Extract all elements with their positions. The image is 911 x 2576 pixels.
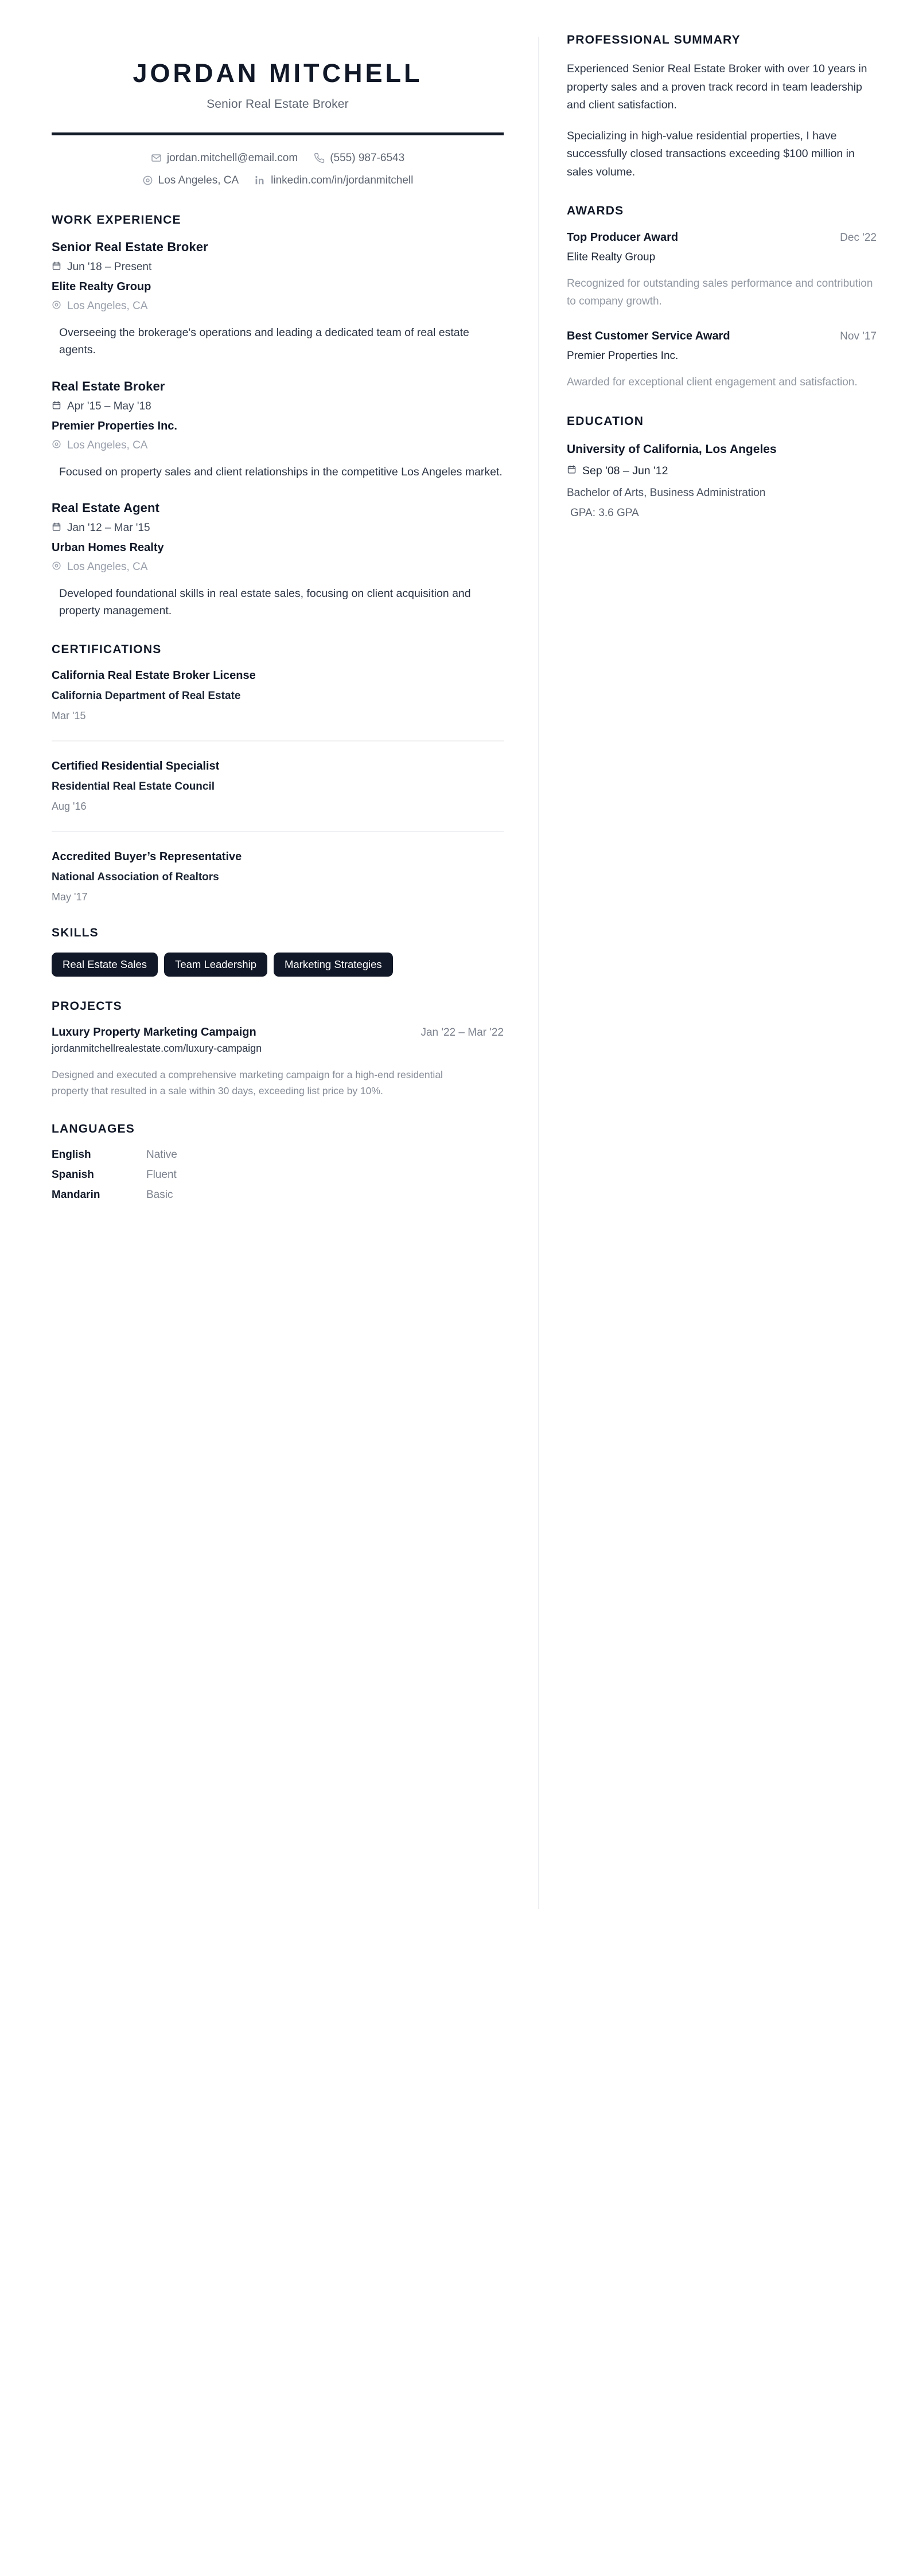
education-gpa-label: GPA:: [570, 507, 595, 520]
section-skills: [52, 926, 504, 977]
education-dates-row: [567, 465, 877, 478]
project-dates: Jan '22 – Mar '22: [421, 1027, 504, 1039]
contact-location: [142, 174, 239, 187]
contact-block: [52, 152, 504, 187]
language-item: [52, 1169, 504, 1181]
award-date: Dec '22: [840, 232, 877, 244]
section-professional-summary: [567, 33, 877, 181]
certifications-list: [52, 669, 504, 903]
job-dates: Jan '12 – Mar '15: [67, 522, 150, 534]
certification-date: Mar '15: [52, 709, 86, 721]
award-name: Best Customer Service Award: [567, 330, 730, 343]
work-experience-list: [52, 240, 504, 620]
work-experience-item: [52, 501, 504, 620]
education-item: [567, 442, 877, 520]
project-description: Designed and executed a comprehensive marketing campaign for a high-end residential property that resulted in a sale within 30 days, exceeding list price by 10%.: [52, 1069, 443, 1097]
contact-linkedin-text: linkedin.com/in/jordanmitchell: [271, 174, 414, 186]
job-dates-row: [52, 400, 504, 413]
contact-linkedin[interactable]: [255, 174, 413, 187]
linkedin-icon: [255, 175, 266, 186]
award-item: [567, 231, 877, 310]
section-awards: [567, 204, 877, 391]
phone-icon: [314, 153, 325, 163]
certification-name: Accredited Buyer’s Representative: [52, 850, 242, 863]
header-divider-rule: [52, 132, 504, 135]
certification-item: [52, 760, 504, 832]
section-title-work-experience: WORK EXPERIENCE: [52, 213, 181, 227]
work-experience-item: [52, 379, 504, 481]
contact-email-text: jordan.mitchell@email.com: [166, 151, 298, 164]
map-pin-icon: [52, 300, 61, 313]
section-education: [567, 415, 877, 520]
certification-issuer: National Association of Realtors: [52, 871, 219, 883]
award-name: Top Producer Award: [567, 231, 679, 244]
job-company: Urban Homes Realty: [52, 541, 164, 554]
job-title: Senior Real Estate Broker: [52, 239, 208, 254]
certification-date: May '17: [52, 891, 88, 903]
section-languages: [52, 1122, 504, 1201]
certification-issuer: California Department of Real Estate: [52, 689, 241, 702]
project-header: [52, 1026, 504, 1039]
language-item: [52, 1189, 504, 1201]
language-name: Mandarin: [52, 1188, 100, 1201]
languages-list: [52, 1149, 504, 1201]
language-item: [52, 1149, 504, 1161]
projects-list: [52, 1026, 504, 1099]
right-column: [539, 33, 911, 520]
job-location-row: [52, 300, 504, 313]
award-item: [567, 330, 877, 391]
language-name: Spanish: [52, 1168, 94, 1181]
job-location: Los Angeles, CA: [67, 300, 148, 313]
section-certifications: [52, 643, 504, 903]
job-location-row: [52, 561, 504, 574]
education-degree: Bachelor of Arts, Business Administration: [567, 487, 766, 499]
education-gpa: [567, 507, 877, 520]
summary-paragraph: Experienced Senior Real Estate Broker with over 10 years in property sales and a proven track record in team leadership and client satisfaction.: [567, 63, 867, 112]
section-title-awards: AWARDS: [567, 204, 624, 218]
award-description: Awarded for exceptional client engagement and satisfaction.: [567, 376, 858, 389]
job-title: Real Estate Broker: [52, 378, 165, 393]
job-title: Real Estate Agent: [52, 500, 159, 515]
calendar-icon: [52, 261, 61, 274]
award-header: [567, 330, 877, 343]
job-location: Los Angeles, CA: [67, 439, 148, 452]
resume-header: [52, 33, 504, 187]
education-gpa-value: 3.6 GPA: [598, 507, 639, 520]
job-description: Focused on property sales and client relationships in the competitive Los Angeles market.: [59, 465, 503, 478]
project-name: Luxury Property Marketing Campaign: [52, 1026, 256, 1039]
professional-summary-body: [567, 60, 877, 181]
section-projects: [52, 1000, 504, 1099]
award-header: [567, 231, 877, 244]
section-title-languages: LANGUAGES: [52, 1122, 135, 1135]
map-pin-icon: [142, 175, 153, 186]
envelope-icon: [151, 153, 162, 163]
contact-location-text: Los Angeles, CA: [158, 174, 239, 186]
skill-pill[interactable]: Team Leadership: [164, 953, 267, 977]
job-description: Overseeing the brokerage's operations and leading a dedicated team of real estate agents.: [59, 326, 469, 357]
calendar-icon: [52, 400, 61, 413]
language-level: Native: [146, 1148, 177, 1161]
award-date: Nov '17: [840, 330, 877, 343]
award-organization: Premier Properties Inc.: [567, 350, 679, 362]
calendar-icon: [567, 465, 577, 478]
section-title-certifications: CERTIFICATIONS: [52, 642, 162, 656]
award-organization: Elite Realty Group: [567, 251, 656, 264]
candidate-headline: Senior Real Estate Broker: [207, 97, 349, 111]
job-dates-row: [52, 522, 504, 535]
job-dates-row: [52, 261, 504, 274]
award-description: Recognized for outstanding sales performance and contribution to company growth.: [567, 278, 873, 307]
language-level: Fluent: [146, 1168, 177, 1181]
certification-issuer: Residential Real Estate Council: [52, 780, 215, 793]
job-location: Los Angeles, CA: [67, 561, 148, 573]
contact-phone-text: (555) 987-6543: [330, 151, 405, 164]
certification-date: Aug '16: [52, 800, 87, 812]
project-item: [52, 1026, 504, 1099]
map-pin-icon: [52, 439, 61, 452]
calendar-icon: [52, 522, 61, 535]
section-title-education: EDUCATION: [567, 414, 644, 428]
candidate-name: JORDAN MITCHELL: [133, 58, 423, 88]
section-title-professional-summary: PROFESSIONAL SUMMARY: [567, 33, 741, 46]
language-name: English: [52, 1148, 91, 1161]
contact-row-primary: [52, 152, 504, 165]
contact-email[interactable]: [151, 152, 298, 165]
job-dates: Apr '15 – May '18: [67, 400, 151, 413]
certification-item: [52, 669, 504, 741]
awards-list: [567, 231, 877, 391]
section-work-experience: [52, 213, 504, 620]
project-url[interactable]: jordanmitchellrealestate.com/luxury-campaign: [52, 1043, 262, 1055]
skills-list: [52, 953, 402, 977]
skill-pill[interactable]: Real Estate Sales: [52, 953, 158, 977]
section-title-skills: SKILLS: [52, 926, 99, 939]
education-school: University of California, Los Angeles: [567, 442, 777, 456]
map-pin-icon: [52, 561, 61, 574]
section-title-projects: PROJECTS: [52, 1000, 122, 1013]
work-experience-item: [52, 240, 504, 359]
left-column: [0, 33, 538, 1201]
certification-name: Certified Residential Specialist: [52, 759, 220, 772]
language-level: Basic: [146, 1188, 173, 1201]
summary-paragraph: Specializing in high-value residential properties, I have successfully closed transactions exceeding $100 million in sales volume.: [567, 129, 855, 178]
contact-phone[interactable]: [314, 152, 404, 165]
job-dates: Jun '18 – Present: [67, 261, 152, 274]
certification-name: California Real Estate Broker License: [52, 669, 256, 682]
certification-item: [52, 850, 504, 903]
job-description: Developed foundational skills in real estate sales, focusing on client acquisition and property management.: [59, 587, 471, 618]
education-list: [567, 442, 877, 520]
skill-pill[interactable]: Marketing Strategies: [274, 953, 393, 977]
job-company: Elite Realty Group: [52, 280, 151, 293]
education-dates: Sep '08 – Jun '12: [582, 465, 668, 478]
job-company: Premier Properties Inc.: [52, 419, 177, 432]
job-location-row: [52, 439, 504, 452]
contact-row-secondary: [52, 174, 504, 187]
